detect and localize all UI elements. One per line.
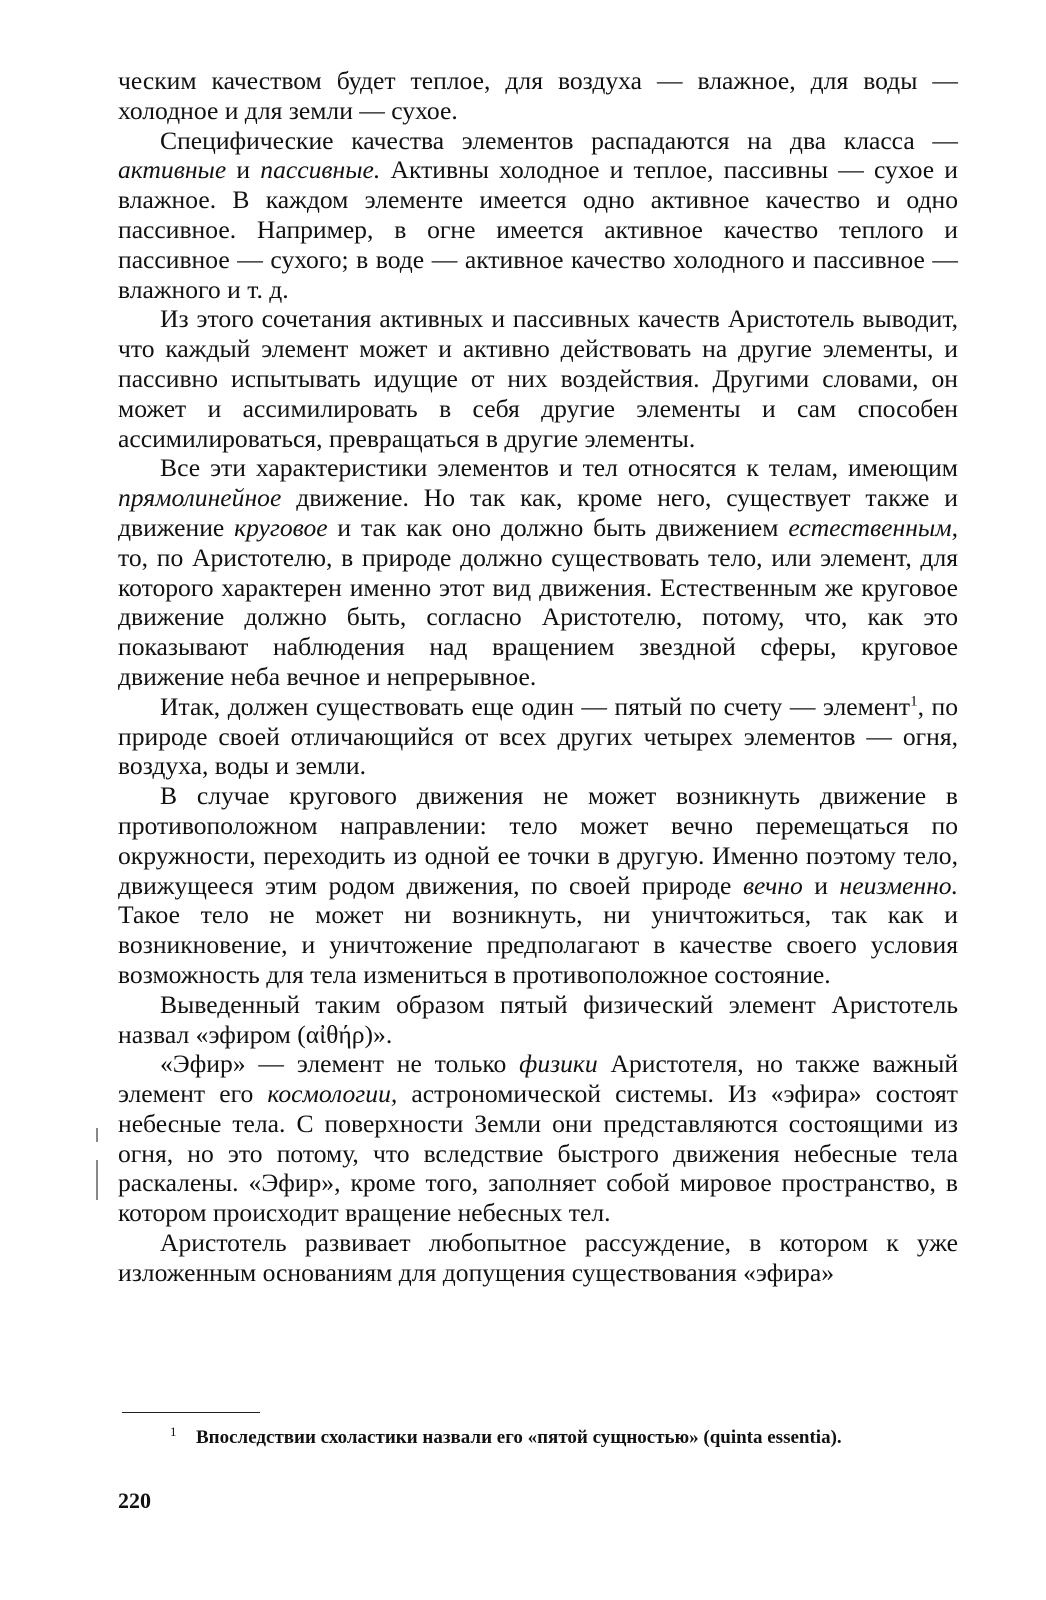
- text-run: Такое тело не может ни возникнуть, ни уничтожиться, так как и возникновение, и уничтожение предполагают в качестве своего условия возможность для тела измениться в противоположное состояние.: [118, 900, 958, 989]
- text-run: и: [802, 870, 840, 900]
- text-run: движение. Но так как, кроме него, существует также и движение: [118, 483, 958, 542]
- emphasis: прямолинейное: [118, 483, 282, 513]
- emphasis: пассивные.: [260, 155, 381, 185]
- paragraph: [118, 692, 958, 781]
- paragraph: [118, 126, 958, 305]
- margin-mark: [96, 1128, 98, 1142]
- footnote-reference: 1: [910, 693, 918, 710]
- paragraph: [118, 990, 958, 1050]
- text-run: и: [226, 155, 261, 185]
- text-run: ческим качеством будет теплое, для воздуха — влажное, для воды — холодное и для земли — сухое.: [118, 66, 958, 125]
- emphasis: активные: [118, 155, 227, 185]
- paragraph: [118, 304, 958, 453]
- emphasis: круговое: [234, 512, 328, 542]
- paragraph: [118, 66, 958, 126]
- text-run: астрономической системы. Из «эфира» состоят небесные тела. С поверхности Земли они представляются состоящими из огня, но это потому, что вследствие быстрого движения небесные тела раскалены. «Эфир», кроме того, заполняет собой мировое пространство, в котором происходит вращение небесных тел.: [118, 1079, 958, 1228]
- footnote-marker: 1: [170, 1424, 177, 1439]
- emphasis: космологии,: [267, 1079, 398, 1109]
- emphasis: естественным,: [788, 512, 958, 542]
- text-run: Итак, должен существовать еще один — пятый по счету — элемент: [160, 691, 911, 721]
- text-run: Все эти характеристики элементов и тел относятся к телам, имеющим: [160, 453, 958, 483]
- text-run: Аристотель развивает любопытное рассуждение, в котором к уже изложенным основаниям для допущения существования «эфира»: [118, 1228, 958, 1287]
- footnote-rule: [122, 1412, 260, 1413]
- text-run: то, по Аристотелю, в природе должно существовать тело, или элемент, для которого характерен именно этот вид движения. Естественным же круговое движение должно быть, согласно Аристотелю, потому, что, как это показывают наблюдения над вращением звездной сферы, круговое движение неба вечное и непрерывное.: [118, 542, 958, 691]
- paragraph: [118, 1228, 958, 1288]
- paragraph: [118, 1049, 958, 1228]
- text-run: Специфические качества элементов распадаются на два класса —: [160, 125, 958, 155]
- text-run: и так как оно должно быть движением: [327, 512, 789, 542]
- text-run: Аристотеля, но также важный элемент его: [118, 1049, 959, 1109]
- text-run: Выведенный таким образом пятый физический элемент Аристотель назвал «эфиром (αἰθήρ)».: [118, 989, 958, 1049]
- margin-mark: [96, 1160, 98, 1200]
- page-number: 220: [118, 1488, 151, 1513]
- text-run: Из этого сочетания активных и пассивных качеств Аристотель выводит, что каждый элемент может и активно действовать на другие элементы, и пассивно испытывать идущие от них воздействия. Другими словами, он может и ассимилировать в себя другие элементы и сам способен ассимилироваться, превращаться в другие элементы.: [118, 304, 958, 453]
- emphasis: физики: [519, 1049, 598, 1079]
- text-run: «Эфир» — элемент не только: [160, 1049, 520, 1079]
- footnote: [170, 1425, 970, 1451]
- paragraph: [118, 781, 958, 990]
- page-body: [118, 66, 958, 1288]
- emphasis: вечно: [742, 870, 803, 900]
- footnote-text: Впоследствии схоластики назвали его «пятой сущностью» (quinta essentia).: [196, 1427, 842, 1448]
- text-run: В случае кругового движения не может возникнуть движение в противоположном направлении: тело может вечно перемещаться по окружности, переходить из одной ее точки в другую. Именно поэтому тело, движущееся этим родом движения, по своей природе: [118, 781, 958, 900]
- text-run: Активны холодное и теплое, пассивны — сухое и влажное. В каждом элементе имеется одно активное качество и одно пассивное. Например, в огне имеется активное качество теплого и пассивное — сухого; в воде — активное качество холодного и пассивное — влажного и т. д.: [118, 155, 958, 304]
- text-run: , по природе своей отличающийся от всех других четырех элементов — огня, воздуха, воды и земли.: [118, 691, 958, 781]
- emphasis: неизменно.: [839, 870, 958, 900]
- paragraph: [118, 453, 958, 691]
